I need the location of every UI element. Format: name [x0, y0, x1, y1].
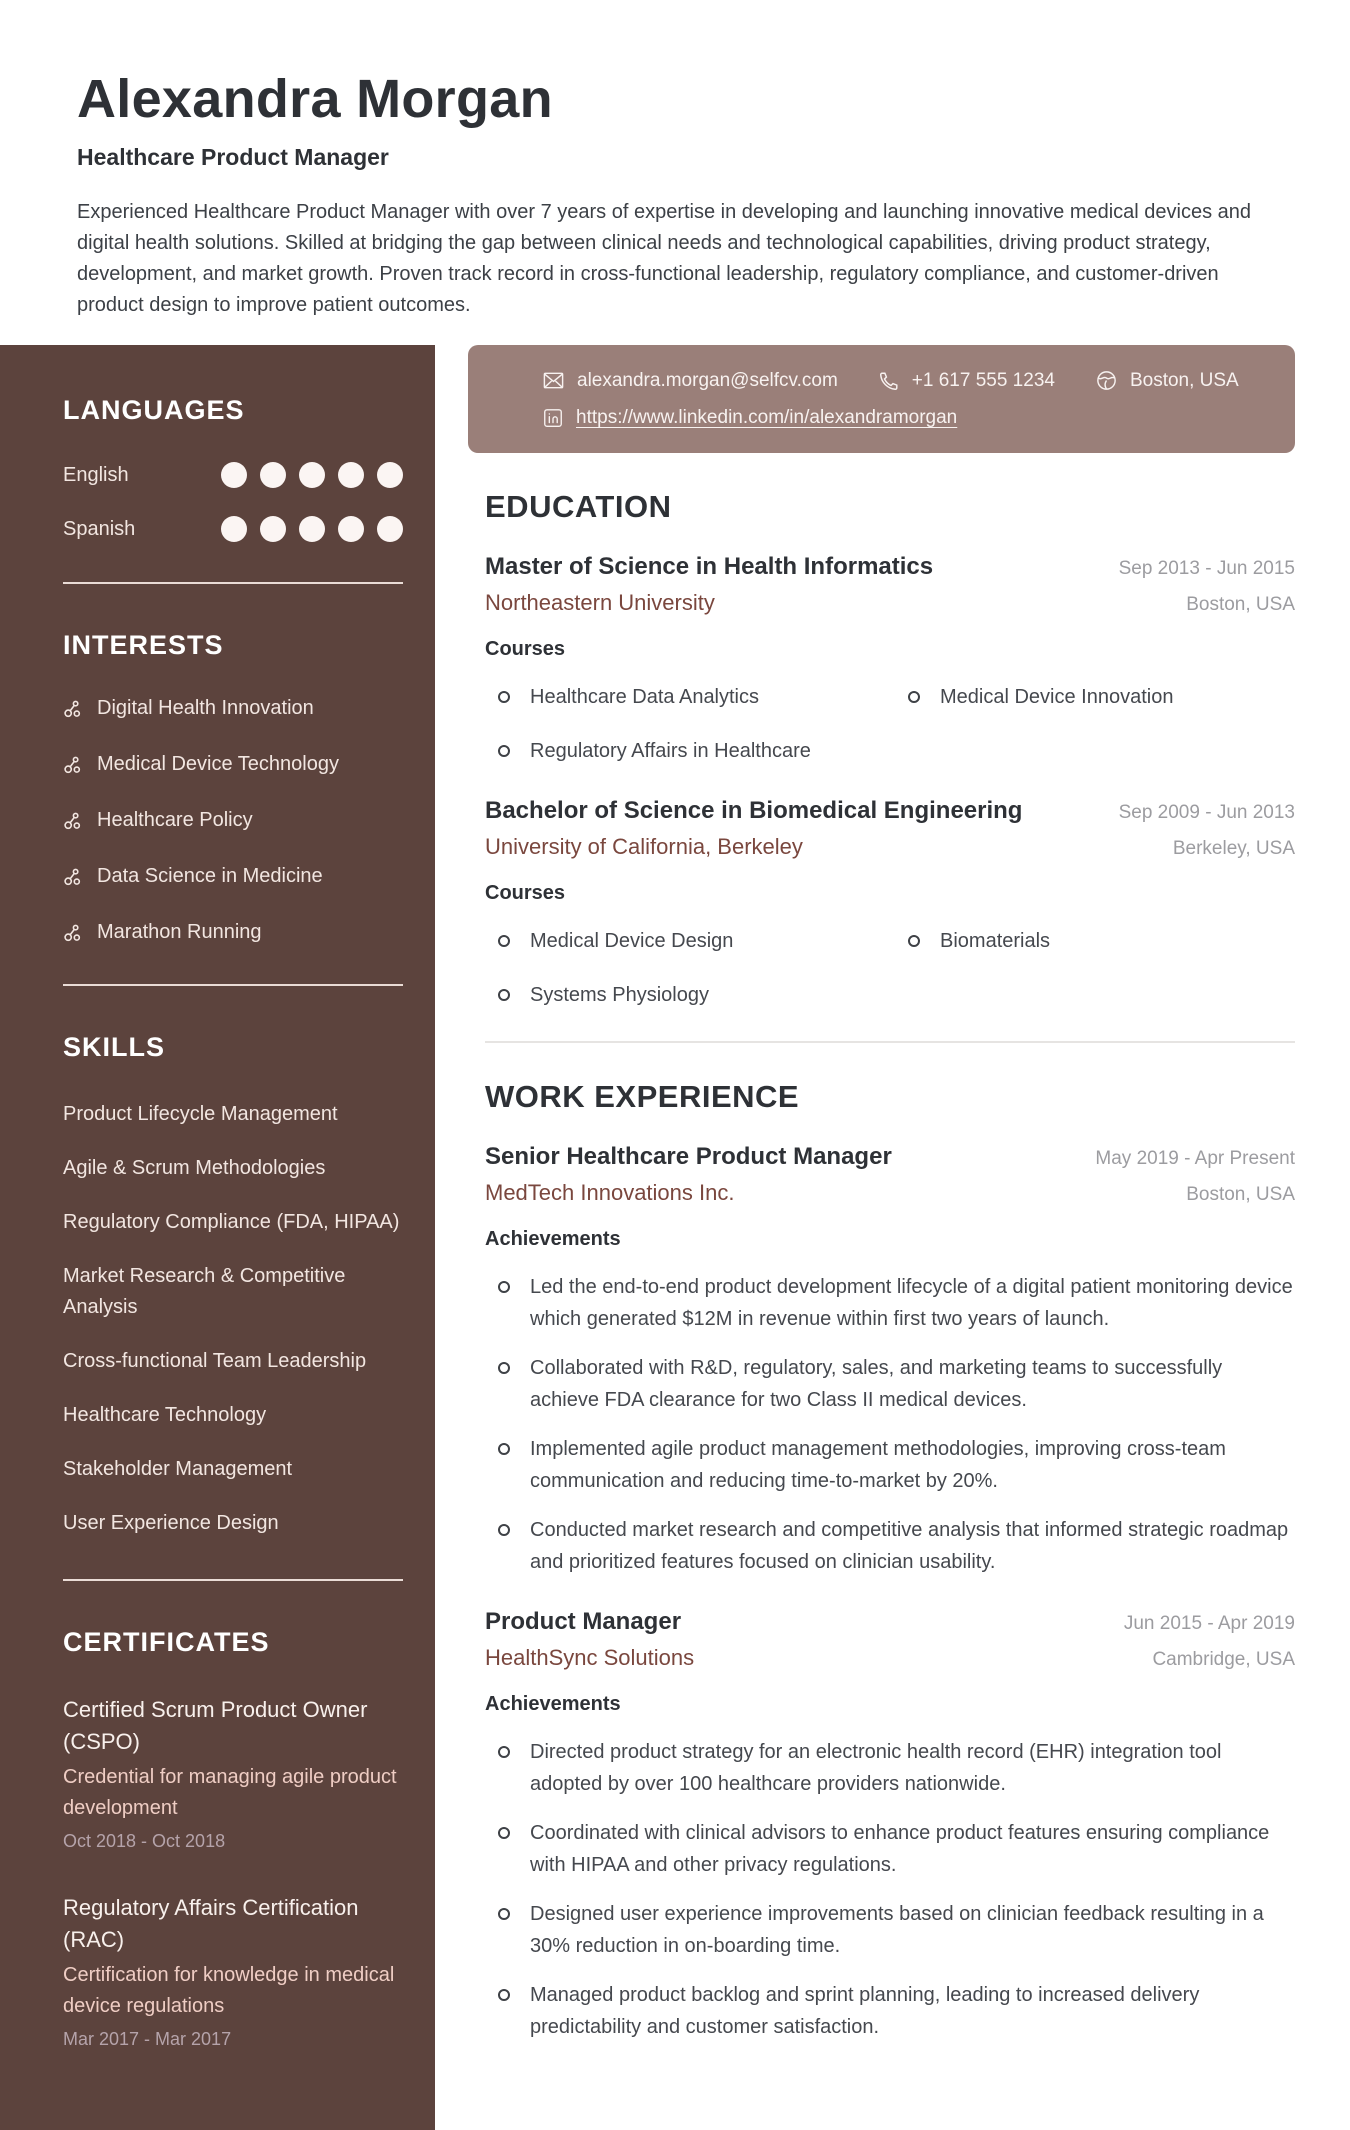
interest-label: Marathon Running: [97, 921, 262, 943]
linkedin-link[interactable]: https://www.linkedin.com/in/alexandramorgan: [576, 407, 958, 428]
hobby-icon: [63, 755, 83, 775]
sidebar: [0, 345, 435, 2130]
contact-row: [542, 369, 1265, 392]
degree-title: Master of Science in Health Informatics: [485, 553, 934, 580]
location-icon: [1095, 369, 1118, 392]
achievements-list: [485, 1736, 1295, 2043]
skill-item: Product Lifecycle Management: [63, 1103, 338, 1125]
location-text: Boston, USA: [1129, 369, 1239, 391]
interest-item: [63, 865, 403, 888]
education-entry: [485, 797, 1295, 1011]
language-level-dots: [221, 516, 403, 542]
job-location: Boston, USA: [1186, 1184, 1295, 1205]
job-title: Product Manager: [485, 1608, 682, 1635]
interests-heading: INTERESTS: [63, 630, 224, 660]
certificate-dates: Mar 2017 - Mar 2017: [63, 2029, 232, 2049]
job-location: Cambridge, USA: [1152, 1649, 1295, 1670]
school-name: Northeastern University: [485, 590, 715, 615]
work-experience-heading: WORK EXPERIENCE: [485, 1079, 800, 1114]
achievements-list: [485, 1271, 1295, 1578]
job-dates: Jun 2015 - Apr 2019: [1123, 1613, 1295, 1634]
achievement-item: Led the end-to-end product development lifecycle of a digital patient monitoring device which generated $12M in revenue within first two years of launch.: [485, 1271, 1295, 1335]
certificate-dates: Oct 2018 - Oct 2018: [63, 1831, 226, 1851]
hobby-icon: [63, 923, 83, 943]
contact-phone: [878, 370, 1055, 392]
sidebar-divider: [63, 984, 403, 986]
entry-sub-row: [485, 1180, 1295, 1206]
certificate-item: [63, 1694, 403, 1852]
interest-item: [63, 809, 403, 832]
skill-item: Stakeholder Management: [63, 1458, 293, 1480]
linkedin-icon: [542, 407, 564, 429]
education-location: Boston, USA: [1186, 594, 1295, 615]
work-entry: [485, 1608, 1295, 2043]
course-list: [485, 925, 1295, 1011]
course-list: [485, 681, 1295, 767]
interest-item: [63, 753, 403, 776]
interest-label: Medical Device Technology: [97, 753, 339, 775]
certificate-description: Credential for managing agile product development: [63, 1766, 397, 1819]
entry-head-row: [485, 1143, 1295, 1171]
education-dates: Sep 2009 - Jun 2013: [1118, 802, 1295, 823]
hobby-icon: [63, 811, 83, 831]
education-location: Berkeley, USA: [1172, 838, 1295, 859]
header: [0, 0, 1350, 321]
email-icon: [542, 369, 565, 392]
certificate-item: [63, 1892, 403, 2050]
main-column: [435, 345, 1350, 2130]
certificates-heading: CERTIFICATES: [63, 1627, 270, 1657]
contact-linkedin: [542, 407, 957, 429]
work-entry: [485, 1143, 1295, 1578]
course-item: Medical Device Innovation: [895, 681, 1295, 713]
phone-text: +1 617 555 1234: [911, 369, 1055, 391]
contact-email: [542, 369, 838, 392]
job-dates: May 2019 - Apr Present: [1095, 1148, 1295, 1169]
skill-item: Healthcare Technology: [63, 1404, 267, 1426]
certificate-description: Certification for knowledge in medical device regulations: [63, 1964, 395, 2017]
courses-label: Courses: [485, 638, 566, 660]
entry-sub-row: [485, 590, 1295, 616]
degree-title: Bachelor of Science in Biomedical Engineering: [485, 797, 1023, 824]
achievements-label: Achievements: [485, 1693, 621, 1715]
education-section: [468, 489, 1295, 1011]
contact-row: [542, 407, 1265, 429]
entry-head-row: [485, 553, 1295, 581]
achievement-item: Managed product backlog and sprint planning, leading to increased delivery predictability and customer satisfaction.: [485, 1979, 1295, 2043]
entry-head-row: [485, 1608, 1295, 1636]
work-experience-section: [468, 1079, 1295, 2043]
achievements-label: Achievements: [485, 1228, 621, 1250]
entry-sub-row: [485, 834, 1295, 860]
language-level-dots: [221, 462, 403, 488]
language-name: Spanish: [63, 517, 136, 540]
course-item: Healthcare Data Analytics: [485, 681, 885, 713]
interest-label: Data Science in Medicine: [97, 865, 323, 887]
achievement-item: Implemented agile product management methodologies, improving cross-team communication and reducing time-to-market by 20%.: [485, 1433, 1295, 1497]
education-entry: [485, 553, 1295, 767]
email-text: alexandra.morgan@selfcv.com: [577, 369, 838, 391]
interest-label: Digital Health Innovation: [97, 697, 314, 719]
school-name: University of California, Berkeley: [485, 834, 803, 859]
skill-item: Cross-functional Team Leadership: [63, 1350, 367, 1372]
skill-item: User Experience Design: [63, 1512, 279, 1534]
achievement-item: Directed product strategy for an electronic health record (EHR) integration tool adopted by over 100 healthcare providers nationwide.: [485, 1736, 1295, 1800]
languages-heading: LANGUAGES: [63, 395, 245, 425]
interest-label: Healthcare Policy: [97, 809, 253, 831]
achievement-item: Designed user experience improvements based on clinician feedback resulting in a 30% reduction in on-boarding time.: [485, 1898, 1295, 1962]
language-name: English: [63, 463, 129, 486]
interest-item: [63, 921, 403, 944]
course-item: Biomaterials: [895, 925, 1295, 957]
skill-item: Regulatory Compliance (FDA, HIPAA): [63, 1211, 400, 1233]
language-row: [63, 462, 403, 488]
company-name: MedTech Innovations Inc.: [485, 1180, 735, 1205]
sidebar-divider: [63, 1579, 403, 1581]
course-item: Medical Device Design: [485, 925, 885, 957]
entry-sub-row: [485, 1645, 1295, 1671]
body-columns: [0, 345, 1350, 2130]
language-row: [63, 516, 403, 542]
achievement-item: Collaborated with R&D, regulatory, sales, and marketing teams to successfully achieve FDA clearance for two Class II medical devices.: [485, 1352, 1295, 1416]
education-heading: EDUCATION: [485, 489, 672, 524]
certificate-title: Regulatory Affairs Certification (RAC): [63, 1895, 359, 1952]
achievement-item: Conducted market research and competitive analysis that informed strategic roadmap and prioritized features focused on clinician usability.: [485, 1514, 1295, 1578]
hobby-icon: [63, 867, 83, 887]
course-item: Regulatory Affairs in Healthcare: [485, 735, 885, 767]
achievement-item: Coordinated with clinical advisors to enhance product features ensuring compliance with HIPAA and other privacy regulations.: [485, 1817, 1295, 1881]
interest-item: [63, 697, 403, 720]
profile-summary: Experienced Healthcare Product Manager with over 7 years of expertise in developing and launching innovative medical devices and digital health solutions. Skilled at bridging the gap between clinical needs and technological capabilities, driving product strategy, development, and market growth. Proven track record in cross-functional leadership, regulatory compliance, and customer-driven product design to improve patient outcomes.: [77, 201, 1252, 316]
skill-item: Market Research & Competitive Analysis: [63, 1265, 346, 1318]
course-item: Systems Physiology: [485, 979, 885, 1011]
hobby-icon: [63, 699, 83, 719]
person-name: Alexandra Morgan: [77, 69, 553, 129]
education-dates: Sep 2013 - Jun 2015: [1118, 558, 1295, 579]
entry-head-row: [485, 797, 1295, 825]
section-divider: [485, 1041, 1295, 1043]
person-job-title: Healthcare Product Manager: [77, 144, 389, 170]
sidebar-divider: [63, 582, 403, 584]
certificate-title: Certified Scrum Product Owner (CSPO): [63, 1697, 368, 1754]
contact-location: [1095, 369, 1239, 392]
skill-item: Agile & Scrum Methodologies: [63, 1157, 326, 1179]
skills-heading: SKILLS: [63, 1032, 166, 1062]
job-title: Senior Healthcare Product Manager: [485, 1143, 892, 1170]
contact-bar: [468, 345, 1295, 453]
courses-label: Courses: [485, 882, 566, 904]
phone-icon: [878, 370, 900, 392]
company-name: HealthSync Solutions: [485, 1645, 695, 1670]
